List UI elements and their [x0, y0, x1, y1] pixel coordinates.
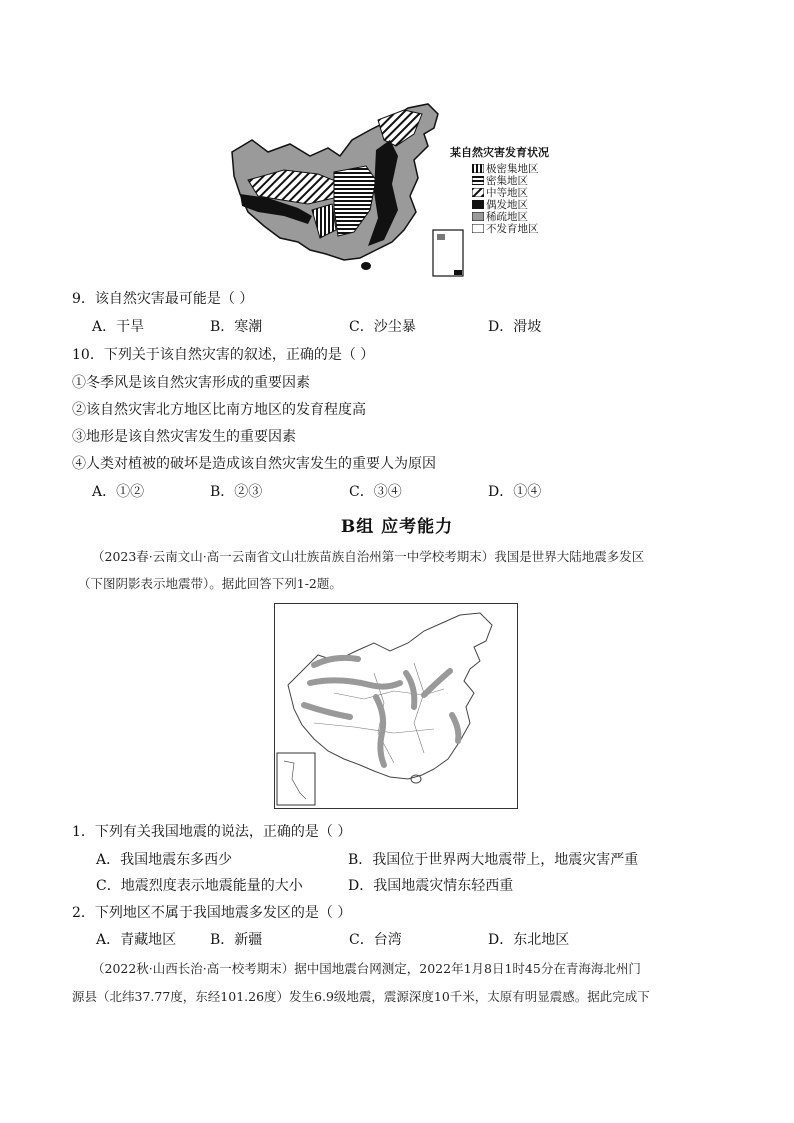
section-b-title: B组 应考能力: [340, 517, 454, 537]
q1-option-b[interactable]: B．我国位于世界两大地震带上，地震灾害严重: [348, 852, 639, 868]
legend-swatch-black: [472, 200, 484, 209]
hainan-island: [361, 262, 371, 270]
q10-statement-1: ①冬季风是该自然灾害形成的重要因素: [72, 375, 310, 391]
q1-option-a[interactable]: A．我国地震东多西少: [96, 852, 233, 868]
source1-line1: （2023春·云南文山·高一云南省文山壮族苗族自治州第一中学校考期末）我国是世界大陆地震多发区: [92, 549, 645, 564]
q10-option-c[interactable]: C．③④: [349, 484, 402, 500]
legend-item: 稀疏地区: [472, 210, 539, 222]
q9-option-b[interactable]: B．寒潮: [210, 319, 263, 335]
q10-statement-2: ②该自然灾害北方地区比南方地区的发育程度高: [72, 402, 366, 418]
q10-statement-4: ④人类对植被的破坏是造成该自然灾害发生的重要人为原因: [72, 456, 436, 472]
legend-item: 偶发地区: [472, 198, 539, 210]
legend-swatch-horizontal: [472, 176, 484, 185]
q2-option-d[interactable]: D．东北地区: [488, 932, 570, 948]
q9-stem: 9．该自然灾害最可能是（ ）: [72, 291, 254, 307]
source2-line1: （2022秋·山西长治·高一校考期末）据中国地震台网测定，2022年1月8日1时45分在青海海北州门: [92, 961, 641, 976]
legend: [472, 162, 539, 234]
legend-swatch-vertical: [472, 164, 484, 173]
legend-swatch-gray: [472, 212, 484, 221]
q2-option-a[interactable]: A．青藏地区: [96, 932, 177, 948]
q10-statement-3: ③地形是该自然灾害发生的重要因素: [72, 429, 296, 445]
q10-option-b[interactable]: B．②③: [210, 484, 263, 500]
q1-option-d[interactable]: D．我国地震灾情东轻西重: [348, 878, 514, 894]
legend-swatch-white: [472, 224, 484, 233]
q10-stem: 10．下列关于该自然灾害的叙述，正确的是（ ）: [72, 347, 375, 363]
q1-option-c[interactable]: C．地震烈度表示地震能量的大小: [96, 878, 303, 894]
earthquake-map-svg: [274, 603, 518, 809]
q10-option-a[interactable]: A．①②: [92, 484, 145, 500]
q1-stem: 1．下列有关我国地震的说法，正确的是（ ）: [72, 824, 352, 840]
q2-option-b[interactable]: B．新疆: [210, 932, 263, 948]
legend-title: 某自然灾害发育状况: [450, 146, 549, 159]
south-sea-inset: [277, 753, 315, 805]
q10-option-d[interactable]: D．①④: [488, 484, 542, 500]
q9-option-d[interactable]: D．滑坡: [488, 319, 542, 335]
earthquake-belt-map: [274, 603, 518, 809]
source1-line2: （下图阴影表示地震带）。据此回答下列1-2题。: [78, 576, 342, 591]
hazard-distribution-map: [228, 100, 573, 280]
legend-swatch-diagonal: [472, 188, 484, 197]
legend-item: 密集地区: [472, 174, 539, 186]
source2-line2: 源县（北纬37.77度，东经101.26度）发生6.9级地震，震源深度10千米，太原有明显震感。据此完成下: [72, 989, 650, 1004]
legend-item: 极密集地区: [472, 162, 539, 174]
legend-item: 中等地区: [472, 186, 539, 198]
q2-option-c[interactable]: C．台湾: [349, 932, 402, 948]
legend-item: 不发育地区: [472, 222, 539, 234]
q2-stem: 2．下列地区不属于我国地震多发区的是（ ）: [72, 905, 352, 921]
q9-option-c[interactable]: C．沙尘暴: [349, 319, 416, 335]
q9-option-a[interactable]: A．干旱: [92, 319, 145, 335]
